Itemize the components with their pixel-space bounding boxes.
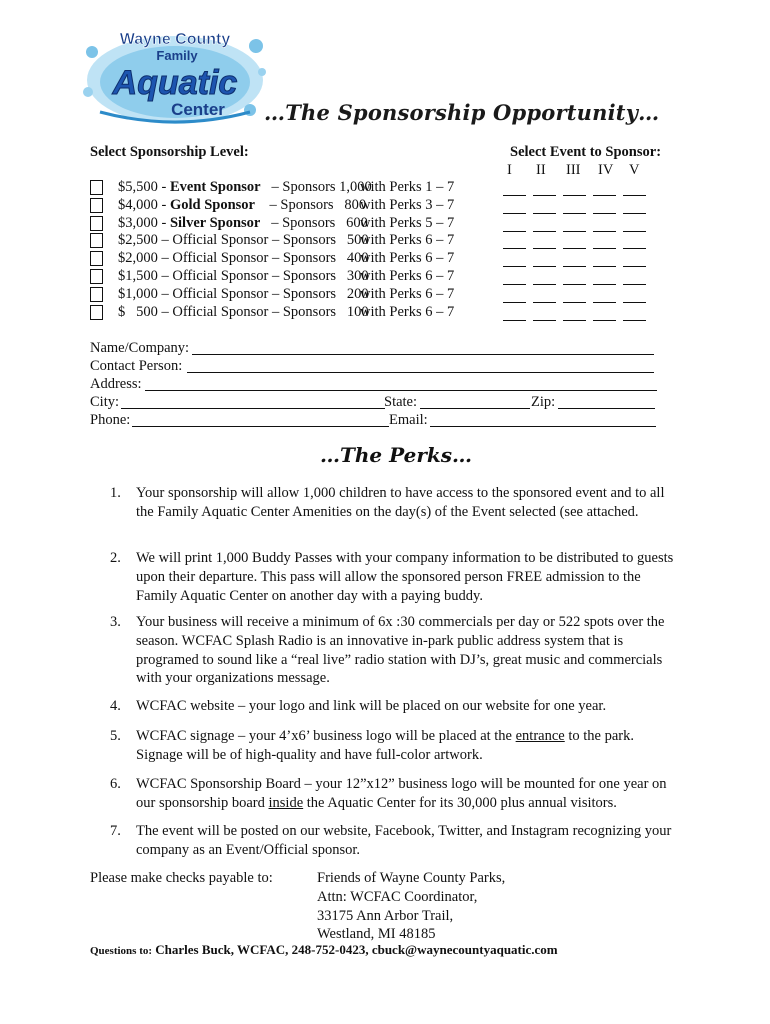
state-label: State: (384, 394, 418, 410)
sponsor-level-perks: with Perks 1 – 7 (360, 179, 455, 195)
event-select-blank-1[interactable] (503, 181, 526, 196)
contact-person-input[interactable] (187, 358, 654, 373)
event-select-blank-3[interactable] (563, 181, 586, 196)
logo-line4: Center (171, 100, 225, 119)
event-select-blank-2[interactable] (533, 181, 556, 196)
name-company-input[interactable] (192, 340, 654, 355)
sponsor-level-text: $3,000 - Silver Sponsor – Sponsors 600 (118, 214, 368, 231)
payable-line: Westland, MI 48185 (317, 926, 436, 943)
phone-label: Phone: (90, 412, 131, 428)
logo-splash-graphic (80, 22, 270, 132)
sponsor-level-checkbox[interactable] (90, 180, 103, 195)
state-input[interactable] (420, 394, 530, 409)
address-input[interactable] (145, 376, 657, 391)
perk-number: 4. (110, 698, 121, 714)
email-input[interactable] (430, 412, 656, 427)
city-input[interactable] (121, 394, 385, 409)
payable-line: Attn: WCFAC Coordinator, (317, 888, 478, 905)
logo-line2: Family (156, 48, 198, 63)
sponsor-level-perks: with Perks 3 – 7 (360, 196, 455, 213)
perk-item-2 (110, 549, 680, 605)
sponsor-level-perks: with Perks 5 – 7 (360, 214, 455, 231)
event-select-blank-1[interactable] (503, 252, 526, 267)
perk-number: 6. (110, 776, 121, 792)
select-event-label: Select Event to Sponsor: (510, 144, 662, 160)
event-select-blank-5[interactable] (623, 288, 646, 303)
event-select-blank-2[interactable] (533, 270, 556, 285)
sponsor-level-perks: with Perks 6 – 7 (360, 232, 455, 249)
perk-text: Your business will receive a minimum of 6x :30 commercials per day or 522 spots over the season. WCFAC Splash Radio is an innovative in-park public address system that is programed to sound like a “real live” radio station with DJ’s, great music and commercials with your organizations message. (136, 614, 665, 687)
sponsor-level-perks: with Perks 6 – 7 (360, 268, 455, 284)
event-select-blank-1[interactable] (503, 270, 526, 285)
event-select-blank-2[interactable] (533, 217, 556, 232)
email-label: Email: (389, 412, 428, 428)
perk-text: WCFAC Sponsorship Board – your 12”x12” business logo will be mounted for one year on our sponsorship board inside the Aquatic Center for its 30,000 plus annual visitors. (136, 776, 667, 811)
sponsor-level-checkbox[interactable] (90, 305, 103, 320)
event-select-blank-1[interactable] (503, 234, 526, 249)
sponsor-level-text: $1,000 – Official Sponsor – Sponsors 200 (118, 285, 369, 302)
sponsor-level-text: $ 500 – Official Sponsor – Sponsors 100 (118, 303, 369, 320)
event-select-blank-4[interactable] (593, 288, 616, 303)
event-select-blank-4[interactable] (593, 270, 616, 285)
perk-text: WCFAC signage – your 4’x6’ business logo will be placed at the entrance to the park. Signage will be of high-quality and have full-color artwork. (136, 728, 634, 763)
sponsor-level-checkbox[interactable] (90, 198, 103, 213)
logo-line1: Wayne County (119, 31, 231, 48)
event-col-ii: II (536, 162, 546, 178)
event-select-blank-2[interactable] (533, 252, 556, 267)
event-select-blank-2[interactable] (533, 234, 556, 249)
event-select-blank-5[interactable] (623, 270, 646, 285)
event-select-blank-3[interactable] (563, 270, 586, 285)
event-select-blank-5[interactable] (623, 234, 646, 249)
perk-item-4 (110, 697, 680, 716)
zip-input[interactable] (558, 394, 655, 409)
name-company-label: Name/Company: (90, 340, 190, 356)
phone-input[interactable] (132, 412, 389, 427)
logo-line3: Aquatic (112, 64, 238, 102)
event-select-blank-5[interactable] (623, 252, 646, 267)
event-select-blank-3[interactable] (563, 306, 586, 321)
event-col-iv: IV (598, 162, 614, 178)
event-col-v: V (629, 162, 640, 178)
event-select-blank-5[interactable] (623, 181, 646, 196)
event-select-blank-4[interactable] (593, 217, 616, 232)
sponsor-level-text: $4,000 - Gold Sponsor – Sponsors 800 (118, 196, 367, 213)
sponsor-level-text: $1,500 – Official Sponsor – Sponsors 300 (118, 268, 369, 284)
event-select-blank-4[interactable] (593, 199, 616, 214)
event-select-blank-1[interactable] (503, 217, 526, 232)
event-select-blank-2[interactable] (533, 199, 556, 214)
address-label: Address: (90, 376, 142, 392)
perk-item-6 (110, 775, 680, 813)
event-select-blank-2[interactable] (533, 288, 556, 303)
sponsor-level-checkbox[interactable] (90, 251, 103, 266)
event-select-blank-4[interactable] (593, 181, 616, 196)
questions-contact (90, 942, 558, 958)
event-select-blank-3[interactable] (563, 252, 586, 267)
perk-number: 2. (110, 550, 121, 566)
perk-text: WCFAC website – your logo and link will be placed on our website for one year. (136, 698, 607, 714)
perk-item-3 (110, 613, 680, 688)
event-select-blank-3[interactable] (563, 288, 586, 303)
page-title: …The Sponsorship Opportunity… (264, 100, 660, 125)
perk-item-7 (110, 822, 680, 860)
event-select-blank-4[interactable] (593, 234, 616, 249)
event-select-blank-1[interactable] (503, 199, 526, 214)
perk-number: 7. (110, 823, 121, 839)
perk-item-5 (110, 727, 680, 765)
perk-number: 3. (110, 614, 121, 630)
payable-line: Friends of Wayne County Parks, (317, 870, 506, 886)
event-select-blank-3[interactable] (563, 199, 586, 214)
perk-text: We will print 1,000 Buddy Passes with your company information to be distributed to guests upon their departure. This pass will allow the sponsored person FREE admission to the Family Aquatic Center on another day with a paying buddy. (136, 550, 674, 604)
perks-title: …The Perks… (320, 443, 472, 467)
aquatic-center-logo (80, 22, 270, 132)
event-select-blank-5[interactable] (623, 306, 646, 321)
event-select-blank-3[interactable] (563, 217, 586, 232)
sponsor-level-perks: with Perks 6 – 7 (360, 250, 455, 267)
questions-label: Questions to: (90, 945, 153, 957)
sponsor-level-text: $5,500 - Event Sponsor – Sponsors 1,000 (118, 179, 372, 195)
payable-label: Please make checks payable to: (90, 870, 273, 886)
event-select-blank-5[interactable] (623, 217, 646, 232)
sponsor-level-checkbox[interactable] (90, 216, 103, 231)
event-col-i: I (507, 162, 512, 178)
event-select-blank-1[interactable] (503, 288, 526, 303)
sponsor-level-perks: with Perks 6 – 7 (360, 303, 455, 320)
sponsor-level-perks: with Perks 6 – 7 (360, 285, 455, 302)
payable-address (317, 869, 505, 944)
event-select-blank-5[interactable] (623, 199, 646, 214)
perk-text: Your sponsorship will allow 1,000 children to have access to the sponsored event and to all the Family Aquatic Center Amenities on the day(s) of the Event selected (see attached. (136, 485, 665, 520)
event-select-blank-3[interactable] (563, 234, 586, 249)
event-select-blank-2[interactable] (533, 306, 556, 321)
city-label: City: (90, 394, 120, 410)
perk-item-1 (110, 484, 680, 522)
event-col-iii: III (566, 162, 581, 178)
sponsor-level-text: $2,000 – Official Sponsor – Sponsors 400 (118, 250, 369, 267)
perk-number: 5. (110, 728, 121, 744)
sponsor-level-checkbox[interactable] (90, 287, 103, 302)
event-select-blank-4[interactable] (593, 306, 616, 321)
event-select-blank-1[interactable] (503, 306, 526, 321)
contact-person-label: Contact Person: (90, 358, 183, 374)
select-level-label: Select Sponsorship Level: (90, 144, 249, 160)
sponsor-level-checkbox[interactable] (90, 269, 103, 284)
payable-line: 33175 Ann Arbor Trail, (317, 907, 454, 924)
perk-text: The event will be posted on our website, Facebook, Twitter, and Instagram recognizing your company as an Event/Official sponsor. (136, 823, 672, 858)
sponsor-level-checkbox[interactable] (90, 233, 103, 248)
perk-number: 1. (110, 485, 121, 501)
zip-label: Zip: (531, 394, 556, 410)
event-select-blank-4[interactable] (593, 252, 616, 267)
contact-details: Charles Buck, WCFAC, 248-752-0423, cbuck@waynecountyaquatic.com (152, 942, 558, 957)
sponsor-level-text: $2,500 – Official Sponsor – Sponsors 500 (118, 232, 369, 249)
